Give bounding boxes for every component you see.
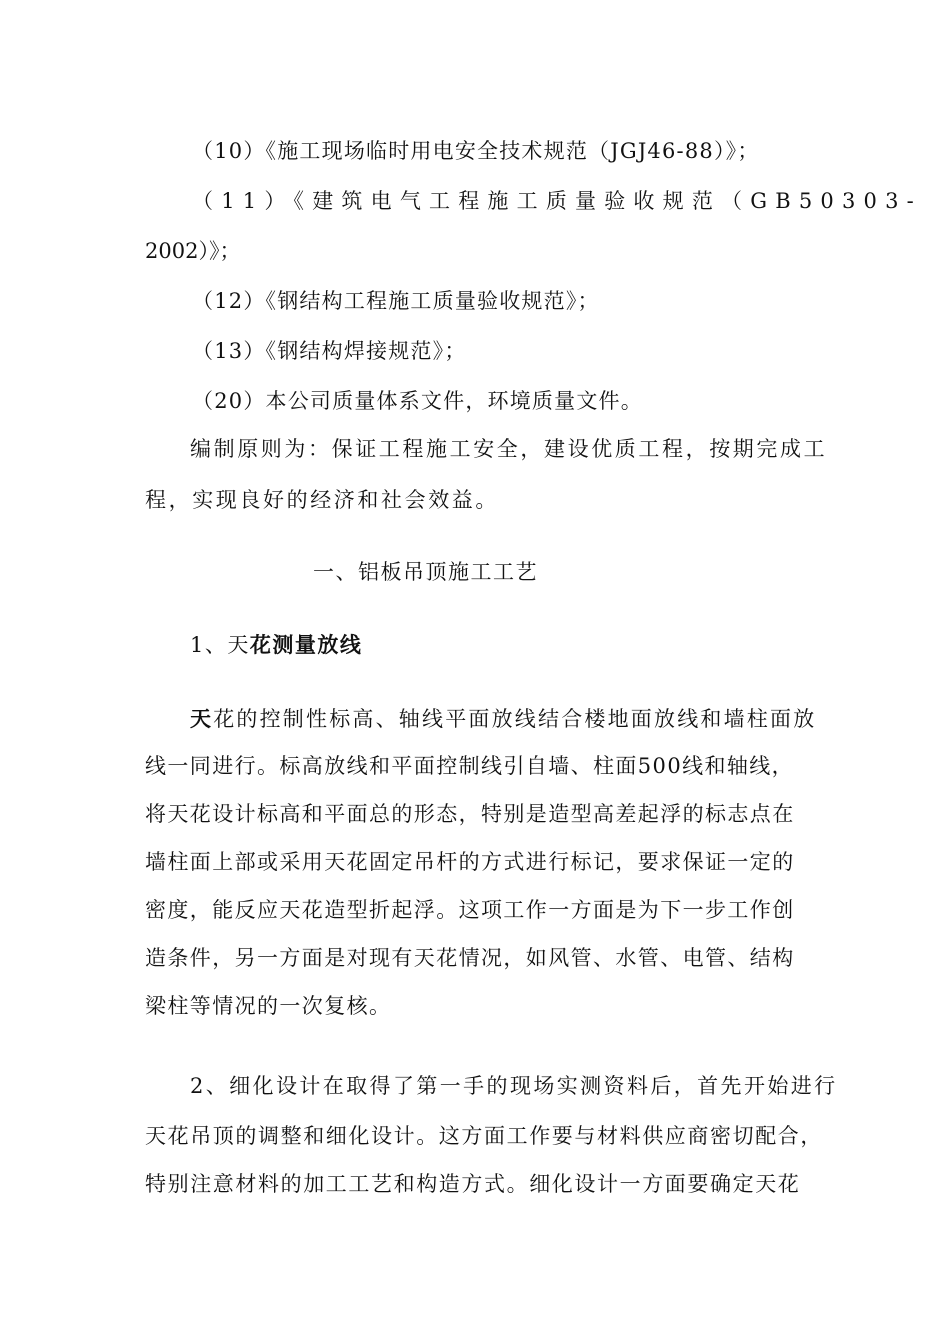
step2-line3: 特别注意材料的加工工艺和构造方式。细化设计一方面要确定天花 <box>145 1172 801 1196</box>
step1-body-line3: 将天花设计标高和平面总的形态，特别是造型高差起浮的标志点在 <box>145 802 795 826</box>
reference-11-line2: 2002）》； <box>145 239 241 263</box>
section-heading: 一、铝板吊顶施工工艺 <box>313 560 538 584</box>
reference-20: （20）本公司质量体系文件，环境质量文件。 <box>192 389 643 413</box>
reference-12: （12）《钢结构工程施工质量验收规范》； <box>192 289 600 313</box>
step2-line2: 天花吊顶的调整和细化设计。这方面工作要与材料供应商密切配合， <box>145 1124 823 1148</box>
step1-title: 花测量放线 <box>249 632 363 657</box>
step1-body-first-char: 天 <box>190 706 214 731</box>
step1-body-line5: 密度，能反应天花造型折起浮。这项工作一方面是为下一步工作创 <box>145 898 795 922</box>
reference-13: （13）《钢结构焊接规范》； <box>192 339 467 363</box>
reference-11-line1: （11）《建筑电气工程施工质量验收规范（GB50303- <box>192 189 922 213</box>
step1-body-line7: 梁柱等情况的一次复核。 <box>145 994 392 1018</box>
step1-number: 1、天 <box>190 633 250 657</box>
step1-body-line1-text: 花的控制性标高、轴线平面放线结合楼地面放线和墙柱面放 <box>213 707 817 731</box>
step1-heading <box>190 630 362 660</box>
step1-body-line2: 线一同进行。标高放线和平面控制线引自墙、柱面500线和轴线， <box>145 754 795 778</box>
step1-body-line1 <box>190 704 816 734</box>
principle-line1: 编制原则为：保证工程施工安全，建设优质工程，按期完成工 <box>190 437 828 461</box>
reference-10: （10）《施工现场临时用电安全技术规范（JGJ46-88）》； <box>192 139 760 163</box>
step1-body-line6: 造条件，另一方面是对现有天花情况，如风管、水管、电管、结构 <box>145 946 795 970</box>
step1-body-line4: 墙柱面上部或采用天花固定吊杆的方式进行标记，要求保证一定的 <box>145 850 795 874</box>
principle-line2: 程，实现良好的经济和社会效益。 <box>145 488 499 512</box>
step2-line1: 2、细化设计在取得了第一手的现场实测资料后，首先开始进行 <box>190 1074 838 1098</box>
